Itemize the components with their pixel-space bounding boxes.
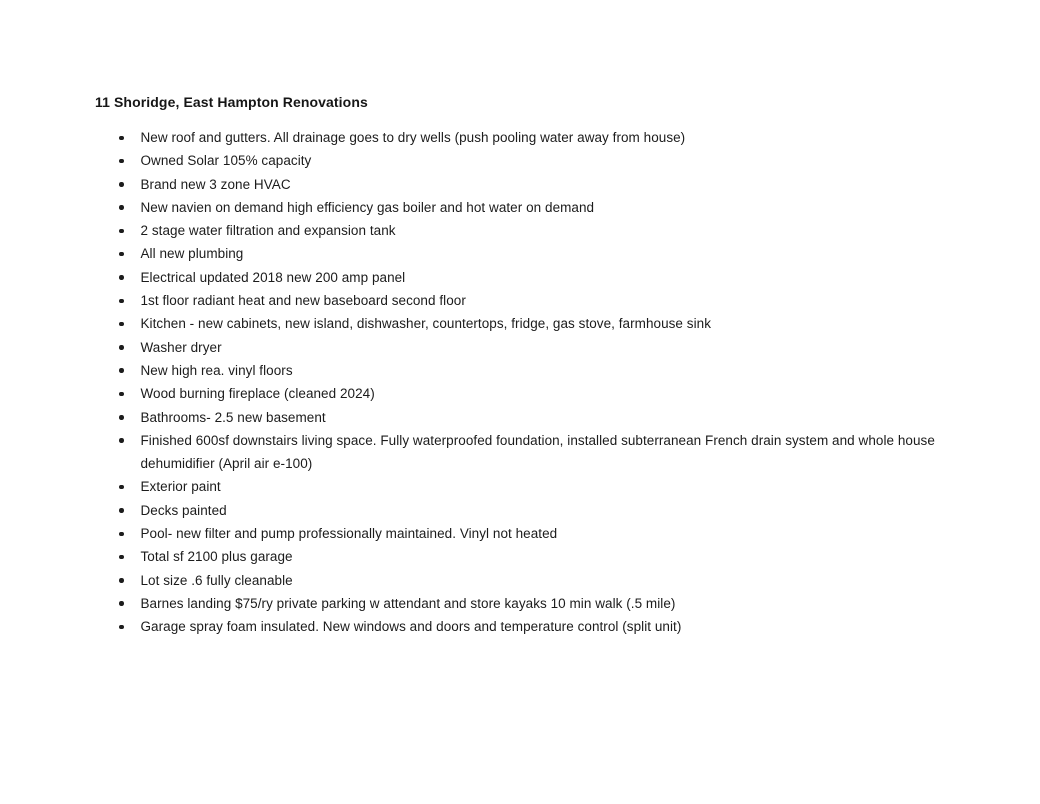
list-item-text: New navien on demand high efficiency gas boiler and hot water on demand: [140, 199, 595, 215]
list-item-text: Lot size .6 fully cleanable: [140, 572, 293, 588]
list-item-text: Exterior paint: [140, 479, 221, 495]
list-item: [119, 173, 951, 196]
bullet-icon: [119, 555, 124, 560]
list-item-text: New high rea. vinyl floors: [140, 362, 293, 378]
list-item: [119, 336, 951, 359]
bullet-icon: [119, 299, 124, 304]
list-item: [119, 312, 951, 335]
list-item: [119, 242, 951, 265]
list-item: [119, 429, 951, 476]
list-item-text: All new plumbing: [140, 246, 244, 262]
list-item: [119, 406, 951, 429]
bullet-icon: [119, 625, 124, 630]
list-item-text: Kitchen - new cabinets, new island, dishwasher, countertops, fridge, gas stove, farmhouse sink: [140, 316, 711, 332]
list-item: [119, 592, 951, 615]
list-item: [119, 149, 951, 172]
list-item-text: 1st floor radiant heat and new baseboard second floor: [140, 293, 466, 309]
list-item: [119, 382, 951, 405]
list-item-text: Garage spray foam insulated. New windows and doors and temperature control (split unit): [140, 619, 682, 635]
bullet-icon: [119, 368, 124, 373]
list-item: [119, 126, 951, 149]
bullet-icon: [119, 392, 124, 397]
bullet-icon: [119, 322, 124, 327]
list-item: [119, 475, 951, 498]
bullet-icon: [119, 182, 124, 187]
list-item: [119, 289, 951, 312]
document-title: 11 Shoridge, East Hampton Renovations: [95, 94, 368, 110]
bullet-icon: [119, 485, 124, 490]
list-item: [119, 266, 951, 289]
bullet-icon: [119, 252, 124, 257]
list-item: [119, 569, 951, 592]
list-item-text: Finished 600sf downstairs living space. Fully waterproofed foundation, installed subterranean French drain system and whole house dehumidifier (April air e-100): [140, 432, 935, 472]
list-item: [119, 615, 951, 638]
bullet-icon: [119, 532, 124, 537]
bullet-icon: [119, 601, 124, 606]
list-item-text: Pool- new filter and pump professionally maintained. Vinyl not heated: [140, 526, 558, 542]
list-item: [119, 196, 951, 219]
bullet-icon: [119, 438, 124, 443]
list-item-text: Total sf 2100 plus garage: [140, 549, 293, 565]
list-item-text: Barnes landing $75/ry private parking w attendant and store kayaks 10 min walk (.5 mile): [140, 595, 676, 611]
bullet-icon: [119, 159, 124, 164]
list-item: [119, 219, 951, 242]
list-item-text: Wood burning fireplace (cleaned 2024): [140, 386, 375, 402]
list-item: [119, 359, 951, 382]
bullet-icon: [119, 205, 124, 210]
bullet-icon: [119, 275, 124, 280]
list-item-text: Washer dryer: [140, 339, 222, 355]
list-item: [119, 499, 951, 522]
list-item-text: 2 stage water filtration and expansion tank: [140, 223, 396, 239]
list-item-text: Owned Solar 105% capacity: [140, 153, 312, 169]
bullet-icon: [119, 508, 124, 513]
list-item: [119, 545, 951, 568]
bullet-icon: [119, 229, 124, 234]
bullet-icon: [119, 415, 124, 420]
bullet-icon: [119, 345, 124, 350]
list-item-text: Brand new 3 zone HVAC: [140, 176, 291, 192]
bullet-icon: [119, 136, 124, 141]
list-item-text: Electrical updated 2018 new 200 amp panel: [140, 269, 406, 285]
list-item-text: Bathrooms- 2.5 new basement: [140, 409, 326, 425]
list-item: [119, 522, 951, 545]
renovations-list: [119, 126, 951, 639]
bullet-icon: [119, 578, 124, 583]
list-item-text: New roof and gutters. All drainage goes to dry wells (push pooling water away from house): [140, 130, 686, 145]
list-item-text: Decks painted: [140, 502, 227, 518]
